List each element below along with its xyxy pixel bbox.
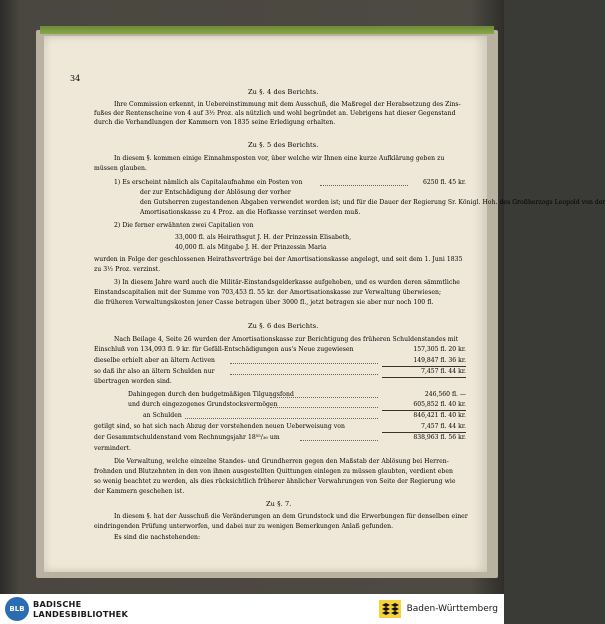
- book-top-edge: [40, 26, 494, 34]
- text-line: Einstandscapitalien mit der Summe von 703,453 fl. 55 kr. der Amortisationskasse zur Verwaltung überwiesen;: [94, 289, 442, 296]
- amount-value: 605,852 fl. 40 kr.: [413, 401, 466, 408]
- sum-rule: [382, 432, 466, 433]
- text-line: Dahingegen durch den budgetmäßigen Tilgungsfond: [128, 391, 294, 398]
- state-name: Baden-Württemberg: [406, 604, 498, 614]
- text-line: eindringenden Prüfung unterworfen, und dabei nur zu wenigen Bemerkungen Anlaß gefunden.: [94, 523, 394, 530]
- amount-value: 838,963 fl. 56 kr.: [413, 434, 466, 441]
- text-line: so daß ihr also an ältern Schulden nur: [94, 368, 215, 375]
- text-line: der zur Entschädigung der Ablösung der vorher: [140, 189, 291, 196]
- text-line: vermindert.: [94, 445, 131, 452]
- text-line: dieselbe erhielt aber an ältern Activen: [94, 357, 215, 364]
- text-line: Es sind die nachstehenden:: [114, 534, 201, 541]
- text-line: 3) In diesem Jahre ward auch die Militär-Einstandsgelderkasse aufgehoben, und es wurden deren sämmtliche: [114, 279, 460, 286]
- state-emblem-icon: [379, 600, 401, 618]
- library-name-line1: BADISCHE: [33, 599, 82, 609]
- text-line: der Kammern geschehen ist.: [94, 488, 185, 495]
- text-line: Die Verwaltung, welche einzelne Standes- und Grundherren gegen den Maßstab der Ablösung bei Herren-: [114, 458, 449, 465]
- amount-value: 6250 fl. 45 kr.: [423, 179, 466, 186]
- section-heading: Zu §. 4 des Berichts.: [248, 88, 319, 96]
- text-line: In diesem §. kommen einige Einnahmsposten vor, über welche wir Ihnen eine kurze Aufklärung geben zu: [114, 155, 445, 162]
- section-heading: Zu §. 7.: [266, 500, 292, 508]
- text-line: die früheren Verwaltungskosten jener Casse betragen über 3000 fl., jetzt betragen sie aber nur noch 100 fl.: [94, 299, 434, 306]
- text-line: getilgt sind, so hat sich nach Abzug der vorstehenden neuen Ueberweisung von: [94, 423, 345, 430]
- text-line: In diesem §. hat der Ausschuß die Veränderungen an dem Grundstock und die Erwerbungen für denselben einer: [114, 513, 468, 520]
- text-line: fußes der Rentenscheine von 4 auf 3½ Proz. als nützlich und wohl begründet an. Uebrigens hat dieser Gegenstand: [94, 110, 456, 117]
- text-line: 2) Die ferner erwähnten zwei Capitalien von: [114, 222, 254, 229]
- amount-value: 246,560 fl. —: [424, 391, 466, 398]
- sum-rule: [382, 410, 466, 411]
- section-heading: Zu §. 5 des Berichts.: [248, 141, 319, 149]
- amount-value: 846,421 fl. 40 kr.: [413, 412, 466, 419]
- text-line: 33,000 fl. als Heirathsgut J. H. der Prinzessin Elisabeth,: [175, 234, 352, 241]
- text-line: 40,000 fl. als Mitgabe J. H. der Prinzessin Maria: [175, 244, 327, 251]
- dot-leader: [230, 363, 378, 364]
- amount-value: 7,457 fl. 44 kr.: [421, 368, 466, 375]
- text-line: Nach Beilage 4, Seite 26 wurden der Amortisationskasse zur Berichtigung des früheren Schuldenstandes mit: [114, 336, 459, 343]
- library-name-line2: LANDESBIBLIOTHEK: [33, 609, 129, 619]
- text-line: Einschluß von 134,093 fl. 9 kr. für Gefäll-Entschädigungen aus's Neue zugewiesen: [94, 346, 354, 353]
- text-line: und durch eingezogenes Grundstocksvermögen: [128, 401, 278, 408]
- text-line: zu 3½ Proz. verzinst.: [94, 266, 161, 273]
- dot-leader: [270, 397, 378, 398]
- text-line: frohnden und Blutzehnten in den von ihnen ausgestellten Quittungen einlegen zu müssen glaubten, verdient eben: [94, 468, 453, 475]
- dot-leader: [270, 407, 378, 408]
- amount-value: 157,305 fl. 20 kr.: [413, 346, 466, 353]
- dot-leader: [320, 185, 408, 186]
- text-line: der Gesammtschuldenstand vom Rechnungsjahr 18⁵⁵/₃₆ um: [94, 434, 280, 441]
- sum-rule: [382, 377, 466, 378]
- text-line: so wenig beachtet zu werden, als dies rücksichtlich früherer ähnlicher Verwahrungen von Seite der Regierung wie: [94, 478, 456, 485]
- text-line: durch die Verhandlungen der Kammern von 1835 seine Erledigung erhalten.: [94, 119, 336, 126]
- text-line: 1) Es erscheint nämlich als Capitalaufnahme ein Posten von: [114, 179, 303, 186]
- dot-leader: [185, 418, 378, 419]
- section-heading: Zu §. 6 des Berichts.: [248, 322, 319, 330]
- text-line: an Schulden: [143, 412, 182, 419]
- page-number: 34: [70, 74, 81, 83]
- state-logo[interactable]: [379, 600, 498, 618]
- dot-leader: [300, 440, 378, 441]
- footer-bar: [0, 594, 504, 624]
- dot-leader: [230, 374, 378, 375]
- amount-value: 149,847 fl. 36 kr.: [413, 357, 466, 364]
- sum-rule: [382, 366, 466, 367]
- text-line: den Gutsherren zugestandenen Abgaben verwendet worden ist; und für die Dauer der Regierung Sr. Königl. Hoh. des Großherzogs Leopold von der: [140, 199, 605, 206]
- text-line: Amortisationskasse zu 4 Proz. an die Hofkasse verzinset werden muß.: [140, 209, 361, 216]
- text-line: müssen glauben.: [94, 165, 147, 172]
- text-line: übertragen worden sind.: [94, 378, 172, 385]
- text-line: Ihre Commission erkennt, in Uebereinstimmung mit dem Ausschuß, die Maßregel der Herabsetzung des Zins-: [114, 101, 461, 108]
- text-line: wurden in Folge der geschlossenen Heirathsverträge bei der Amortisationskasse angelegt, und seit dem 1. Juni 1835: [94, 256, 463, 263]
- library-name[interactable]: [33, 599, 128, 619]
- blb-logo-icon[interactable]: BLB: [5, 597, 29, 621]
- amount-value: 7,457 fl. 44 kr.: [421, 423, 466, 430]
